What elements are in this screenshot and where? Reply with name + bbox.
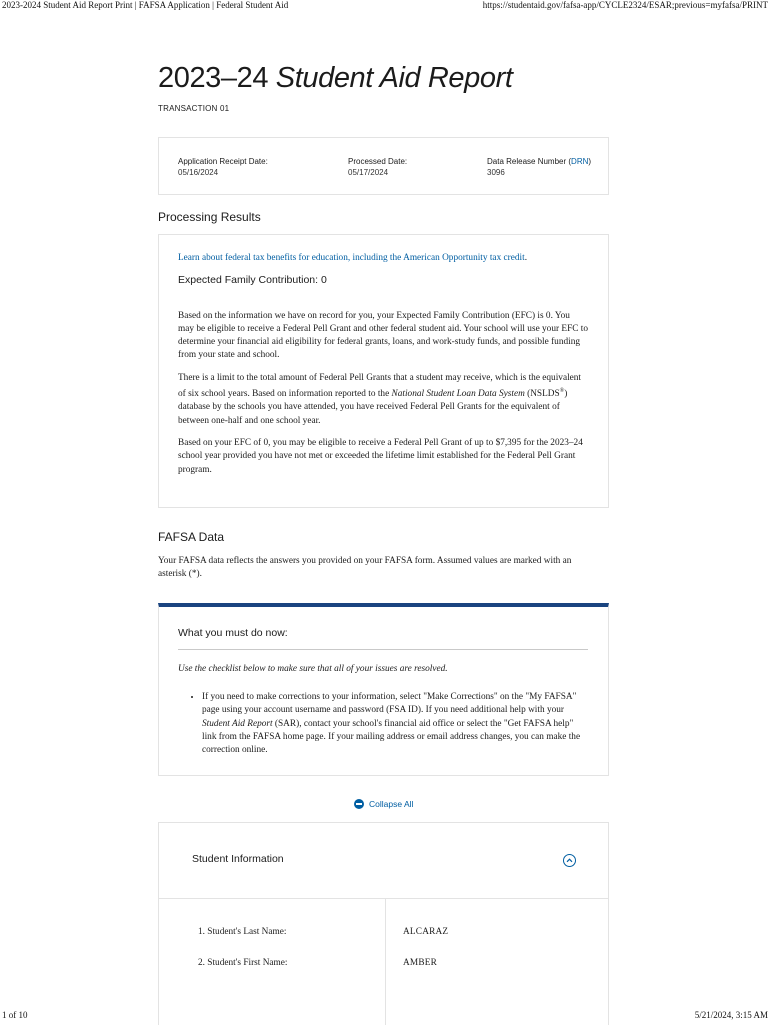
checklist-item-text-a: If you need to make corrections to your information, select "Make Corrections" on the "My FAFSA" page using your account username and password (FSA ID). If you need additional help with your [202,692,577,716]
page-counter: 1 of 10 [2,1010,28,1020]
field-label: 2. Student's First Name: [198,958,288,968]
print-datetime: 5/21/2024, 3:15 AM [694,1010,768,1020]
processed-date-value: 05/17/2024 [348,168,389,177]
pell-eligibility-paragraph: Based on your EFC of 0, you may be eligible to receive a Federal Pell Grant of up to $7,395 for the 2023–24 school year provided you have not met or exceeded the lifetime limit established for the Federal Pell Grant program. [178,438,583,475]
nslds-name: National Student Loan Data System [391,389,525,400]
page-title [158,62,513,95]
fafsa-data-heading: FAFSA Data [158,530,225,544]
efc-title: Expected Family Contribution: 0 [178,274,327,287]
processed-date-label: Processed Date: [348,157,408,166]
checklist-item-text-b: (SAR), contact your school's financial aid office or select the "Get FAFSA help" link from the FAFSA home page. If your mailing address or email address changes, you can make the correction online. [202,718,581,756]
table-row [159,958,608,978]
chevron-up-icon [563,854,576,867]
pell-limit-text-c: ) database by the schools you have attended, you have received Federal Pell Grants for the equivalent of between one-half and one school year. [178,389,568,426]
tax-benefits-paragraph: Learn about federal tax benefits for education, including the American Opportunity tax credit. [178,253,528,263]
drn-value: 3096 [487,168,505,177]
what-to-do-title: What you must do now: [178,627,288,639]
student-information-section [158,822,609,1025]
print-page-url: https://studentaid.gov/fafsa-app/CYCLE2324/ESAR;previous=myfafsa/PRINT [482,0,768,10]
pell-limit-paragraph [178,372,588,428]
collapse-all-button[interactable] [354,799,413,809]
student-information-toggle[interactable] [159,823,608,899]
collapse-all-label: Collapse All [369,799,414,809]
field-value: AMBER [403,958,438,968]
efc-paragraph: Based on the information we have on record for you, your Expected Family Contribution (EFC) is 0. You may be eligible to receive a Federal Pell Grant and other federal student aid. Your school will use your EFC to determine your financial aid eligibility for federal grants, loans, and work-study funds, and possible funding from your state and school. [178,310,588,361]
drn-link[interactable]: DRN [571,157,589,166]
print-footer [0,1010,768,1022]
drn-label [487,156,591,167]
what-to-do-card [158,603,609,776]
minus-circle-icon [354,799,364,809]
receipt-date-label: Application Receipt Date: [178,157,268,166]
field-value: ALCARAZ [403,927,449,937]
receipt-date [178,156,268,178]
data-release-number [487,156,591,178]
application-meta-card [158,137,609,195]
pell-limit-text-b: (NSLDS [524,389,560,400]
checklist [178,691,590,757]
processing-results-heading: Processing Results [158,210,261,224]
checklist-item [202,691,590,757]
fafsa-data-intro: Your FAFSA data reflects the answers you provided on your FAFSA form. Assumed values are marked with an asterisk (*). [158,556,572,580]
checklist-note: Use the checklist below to make sure that all of your issues are resolved. [178,664,448,674]
print-page-title: 2023-2024 Student Aid Report Print | FAFSA Application | Federal Student Aid [2,0,289,10]
tax-benefits-link[interactable]: Learn about federal tax benefits for education, including the American Opportunity tax credit [178,253,525,263]
sar-name: Student Aid Report [202,718,273,729]
page-title-report: Student Aid Report [275,62,513,94]
receipt-date-value: 05/16/2024 [178,168,219,177]
field-label: 1. Student's Last Name: [198,927,287,937]
pell-limit-text-a: There is a limit to the total amount of Federal Pell Grants that a student may receive, which is the equivalent of six school years. Based on information reported to the [178,372,582,400]
divider [178,649,588,650]
table-row [159,927,608,947]
processed-date [348,156,407,178]
transaction-number: TRANSACTION 01 [158,104,230,113]
print-header [0,0,768,12]
drn-label-text: Data Release Number ( [487,157,572,166]
student-information-title: Student Information [192,853,284,865]
page-title-year: 2023–24 [158,62,276,94]
registered-mark: ® [559,388,565,395]
processing-results-card [158,234,609,508]
drn-label-close: ) [588,157,592,166]
